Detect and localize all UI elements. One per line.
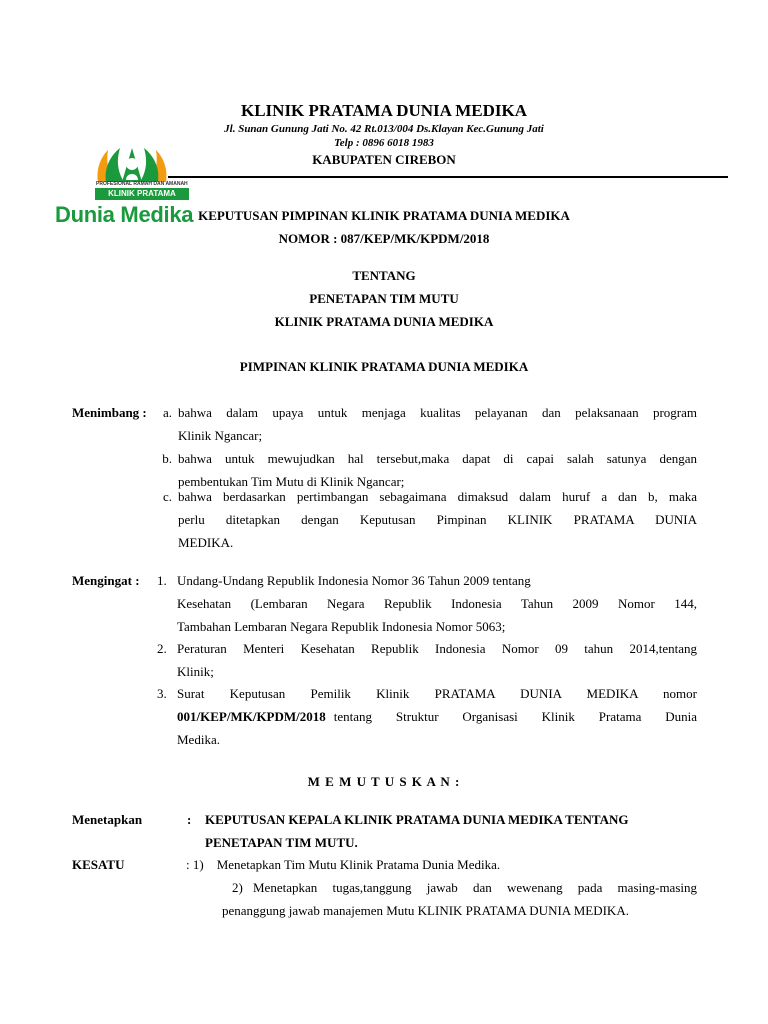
mengingat-3-line-2-text: tentang Struktur Organisasi Klinik Pratama Dunia: [333, 709, 697, 724]
logo-slogan: PROFESIONAL RAMAH DAN AMANAH: [96, 181, 188, 187]
kesatu-item-1: : 1) Menetapkan Tim Mutu Klinik Pratama Dunia Medika.: [186, 857, 501, 872]
kesatu-item-2: [253, 876, 697, 899]
memutuskan-heading: M E M U T U S K A N :: [307, 774, 461, 789]
menimbang-c-line-2: perlu ditetapkan dengan Keputusan Pimpinan KLINIK PRATAMA DUNIA: [178, 512, 697, 527]
menetapkan-line-2: PENETAPAN TIM MUTU.: [205, 835, 358, 850]
mengingat-3-ref: 001/KEP/MK/KPDM/2018: [177, 709, 326, 724]
mengingat-mark-3: 3.: [157, 686, 167, 701]
menimbang-b-line-2: pembentukan Tim Mutu di Klinik Ngancar;: [178, 474, 405, 489]
menimbang-item-c: [178, 485, 697, 554]
header-divider: [168, 176, 728, 178]
menimbang-mark-c: c.: [162, 489, 172, 504]
decree-number: NOMOR : 087/KEP/MK/KPDM/2018: [278, 231, 490, 246]
mengingat-3-line-1: Surat Keputusan Pemilik Klinik PRATAMA DUNIA MEDIKA nomor: [177, 686, 697, 701]
menimbang-label: Menimbang :: [72, 405, 147, 420]
mengingat-1-line-2: Kesehatan (Lembaran Negara Republik Indonesia Tahun 2009 Nomor 144,: [177, 596, 697, 611]
menimbang-c-line-3: MEDIKA.: [178, 535, 234, 550]
menetapkan-colon: :: [187, 812, 192, 827]
mengingat-item-3: [177, 682, 697, 751]
mengingat-item-1-cont: [177, 592, 697, 638]
decree-issuer: PIMPINAN KLINIK PRATAMA DUNIA MEDIKA: [239, 359, 529, 374]
menimbang-a-line-1: bahwa dalam upaya untuk menjaga kualitas pelayanan dan pelaksanaan program: [178, 405, 697, 420]
menimbang-c-line-1: bahwa berdasarkan pertimbangan sebagaimana dimaksud dalam huruf a dan b, maka: [178, 489, 697, 504]
kesatu-2-line-2: penanggung jawab manajemen Mutu KLINIK PRATAMA DUNIA MEDIKA.: [222, 903, 629, 918]
mengingat-1-line-1: Undang-Undang Republik Indonesia Nomor 36 Tahun 2009 tentang: [177, 573, 531, 588]
menetapkan-label: Menetapkan: [72, 812, 143, 827]
mengingat-2-line-2: Klinik;: [177, 664, 214, 679]
menimbang-a-line-2: Klinik Ngancar;: [178, 428, 263, 443]
mengingat-item-2: [177, 637, 697, 683]
mengingat-item-1: [177, 569, 697, 592]
kesatu-mark-2: 2): [232, 880, 243, 895]
mengingat-3-line-3: Medika.: [177, 732, 220, 747]
menimbang-b-line-1: bahwa untuk mewujudkan hal tersebut,maka dapat di capai salah satunya dengan: [178, 451, 697, 466]
clinic-address: Jl. Sunan Gunung Jati No. 42 Rt.013/004 Ds.Klayan Kec.Gunung Jati: [224, 123, 544, 135]
mengingat-2-line-1: Peraturan Menteri Kesehatan Republik Indonesia Nomor 09 tahun 2014,tentang: [177, 641, 697, 656]
decree-subject-2: KLINIK PRATAMA DUNIA MEDIKA: [274, 314, 494, 329]
menetapkan-line-1: KEPUTUSAN KEPALA KLINIK PRATAMA DUNIA MEDIKA TENTANG: [205, 812, 629, 827]
menimbang-item-a: [178, 401, 697, 447]
clinic-logo-icon: [92, 142, 172, 184]
clinic-regency: KABUPATEN CIREBON: [312, 152, 456, 167]
menimbang-mark-b: b.: [162, 451, 172, 466]
clinic-name: KLINIK PRATAMA DUNIA MEDIKA: [240, 101, 528, 120]
mengingat-3-line-2: [177, 705, 697, 728]
menimbang-mark-a: a.: [162, 405, 172, 420]
mengingat-mark-1: 1.: [157, 573, 167, 588]
decree-title: KEPUTUSAN PIMPINAN KLINIK PRATAMA DUNIA MEDIKA: [198, 208, 570, 223]
kesatu-2-line-1: Menetapkan tugas,tanggung jawab dan wewenang pada masing-masing: [253, 880, 697, 895]
kesatu-label: KESATU: [72, 857, 125, 872]
clinic-phone: Telp : 0896 6018 1983: [334, 137, 434, 149]
decree-subject-1: PENETAPAN TIM MUTU: [309, 291, 459, 306]
mengingat-label: Mengingat :: [72, 573, 140, 588]
logo-name: Dunia Medika: [55, 202, 194, 227]
decree-about: TENTANG: [352, 268, 416, 283]
logo-banner: KLINIK PRATAMA: [95, 188, 189, 200]
mengingat-mark-2: 2.: [157, 641, 167, 656]
mengingat-1-line-3: Tambahan Lembaran Negara Republik Indonesia Nomor 5063;: [177, 619, 506, 634]
